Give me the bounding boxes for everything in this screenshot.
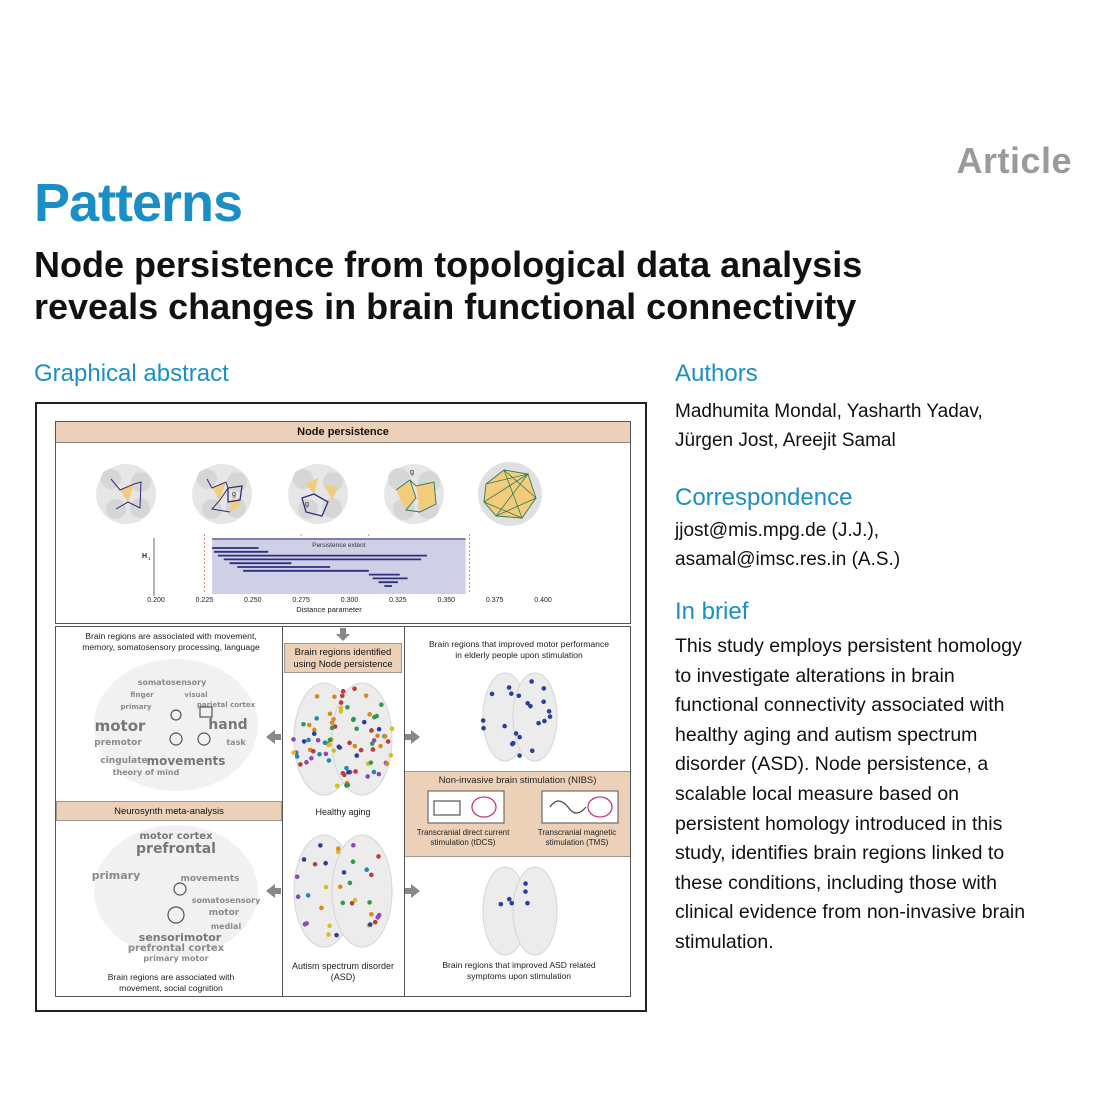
region-dot bbox=[301, 722, 306, 727]
word: motor bbox=[94, 717, 146, 735]
region-dot bbox=[362, 720, 367, 725]
word: motor bbox=[208, 908, 240, 918]
region-dot bbox=[375, 733, 380, 738]
region-dot bbox=[365, 774, 370, 779]
region-dot bbox=[507, 685, 512, 690]
region-dot bbox=[371, 747, 376, 752]
region-dot bbox=[507, 897, 512, 902]
x-tick-label: 0.300 bbox=[340, 597, 359, 604]
region-dot bbox=[378, 744, 383, 749]
region-dot bbox=[389, 753, 394, 758]
region-dot bbox=[390, 726, 395, 731]
x-tick-label: 0.200 bbox=[147, 597, 165, 604]
region-dot bbox=[547, 709, 552, 714]
g1-label: g bbox=[232, 491, 236, 498]
region-dot bbox=[315, 694, 320, 699]
region-dot bbox=[530, 748, 535, 753]
region-dot bbox=[509, 691, 514, 696]
region-dot bbox=[327, 742, 332, 747]
word: somatosensory bbox=[137, 678, 207, 687]
region-dot bbox=[379, 702, 384, 707]
region-dot bbox=[351, 859, 356, 864]
brief-line: clinical evidence from non-invasive brain bbox=[675, 901, 1026, 924]
region-dot bbox=[295, 874, 300, 879]
region-dot bbox=[312, 731, 317, 736]
x-tick-label: 0.400 bbox=[534, 597, 552, 604]
label-line: stimulation (tDCS) bbox=[430, 838, 496, 847]
region-dot bbox=[369, 760, 374, 765]
region-dot bbox=[298, 762, 303, 767]
region-dot bbox=[314, 716, 319, 721]
region-dot bbox=[346, 783, 351, 788]
authors-heading: Authors bbox=[675, 360, 758, 387]
region-dot bbox=[346, 770, 351, 775]
region-dot bbox=[323, 861, 328, 866]
word: primary bbox=[91, 869, 141, 882]
region-dot bbox=[528, 704, 533, 709]
region-dot bbox=[523, 889, 528, 894]
caption-line: Brain regions are associated with movement, bbox=[85, 631, 257, 641]
word: sensorimotor bbox=[138, 931, 222, 944]
region-dot bbox=[364, 867, 369, 872]
region-dot bbox=[323, 740, 328, 745]
region-dot bbox=[372, 738, 377, 743]
region-dot bbox=[304, 760, 309, 765]
region-dot bbox=[327, 758, 332, 763]
region-dot bbox=[374, 714, 379, 719]
region-dot bbox=[367, 900, 372, 905]
word: movements bbox=[180, 874, 240, 884]
label-line: (ASD) bbox=[330, 971, 356, 982]
label-line: stimulation (TMS) bbox=[545, 838, 609, 847]
brief-line: persistent homology introduced in this bbox=[675, 812, 1003, 835]
region-dot bbox=[351, 717, 356, 722]
region-dot bbox=[517, 753, 522, 758]
asd-improved-caption bbox=[408, 960, 630, 981]
region-dot bbox=[383, 734, 388, 739]
region-dot bbox=[328, 738, 333, 743]
region-dot bbox=[302, 739, 307, 744]
correspondence-heading: Correspondence bbox=[675, 484, 853, 511]
filtration-graph-1 bbox=[96, 464, 156, 524]
region-dot bbox=[339, 700, 344, 705]
region-dot bbox=[332, 748, 337, 753]
caption-line: movement, social cognition bbox=[119, 982, 223, 993]
region-dot bbox=[353, 769, 358, 774]
article-title bbox=[34, 244, 1064, 328]
region-dot bbox=[324, 885, 329, 890]
brain-motor-stimulation bbox=[471, 667, 571, 767]
region-dot bbox=[340, 901, 345, 906]
tms-icon bbox=[540, 789, 620, 825]
region-dot bbox=[296, 894, 301, 899]
region-dot bbox=[354, 753, 359, 758]
region-dot bbox=[306, 738, 311, 743]
region-dot bbox=[499, 902, 504, 907]
brain-healthy-aging bbox=[284, 675, 402, 805]
email-jjost[interactable]: jjost@mis.mpg.de (J.J.), bbox=[675, 520, 880, 541]
asd-label bbox=[284, 961, 402, 982]
region-dot bbox=[548, 714, 553, 719]
region-dot bbox=[303, 922, 308, 927]
word: visual bbox=[184, 691, 208, 699]
region-dot bbox=[364, 693, 369, 698]
tdcs-icon bbox=[426, 789, 506, 825]
brief-line: study, identifies brain regions linked to bbox=[675, 842, 1005, 865]
region-dot bbox=[523, 881, 528, 886]
word: cingulate bbox=[100, 756, 148, 766]
in-brief-heading: In brief bbox=[675, 598, 749, 625]
g3-label: g bbox=[410, 469, 414, 476]
region-dot bbox=[514, 731, 519, 736]
region-dot bbox=[351, 843, 356, 848]
region-dot bbox=[354, 726, 359, 731]
region-dot bbox=[376, 854, 381, 859]
region-dot bbox=[353, 898, 358, 903]
caption-line: memory, somatosensory processing, language bbox=[82, 641, 260, 652]
brief-line: stimulation. bbox=[675, 930, 774, 953]
x-tick-label: 0.275 bbox=[292, 597, 310, 604]
email-asamal[interactable]: asamal@imsc.res.in (A.S.) bbox=[675, 549, 901, 570]
h1-label: H bbox=[142, 553, 148, 560]
caption-line: in elderly people upon stimulation bbox=[455, 649, 583, 660]
region-dot bbox=[481, 726, 486, 731]
region-dot bbox=[291, 750, 296, 755]
correspondence-emails bbox=[675, 516, 1075, 574]
region-dot bbox=[341, 771, 346, 776]
region-dot bbox=[319, 906, 324, 911]
region-dot bbox=[542, 719, 547, 724]
label-line: Autism spectrum disorder bbox=[291, 961, 395, 971]
persistence-barcode bbox=[56, 532, 632, 622]
column-divider bbox=[282, 627, 283, 996]
label-line: Transcranial magnetic bbox=[537, 828, 617, 837]
left-arrow-icon bbox=[266, 729, 282, 745]
word-cloud-top bbox=[76, 657, 276, 797]
h1-subscript: 1 bbox=[148, 556, 151, 561]
tdcs-label bbox=[408, 828, 518, 848]
x-tick-label: 0.375 bbox=[485, 597, 504, 604]
brain-asd-stimulation bbox=[471, 861, 571, 961]
filtration-graph-2 bbox=[192, 464, 252, 524]
region-dot bbox=[348, 881, 353, 886]
brief-line: these conditions, including those with bbox=[675, 871, 997, 894]
right-arrow-icon bbox=[404, 729, 420, 745]
region-dot bbox=[335, 784, 340, 789]
word: task bbox=[226, 738, 246, 747]
brief-line: This study employs persistent homology bbox=[675, 635, 1022, 657]
x-tick-label: 0.350 bbox=[437, 597, 456, 604]
authors-line-1[interactable]: Madhumita Mondal, Yasharth Yadav, bbox=[675, 401, 983, 422]
region-dot bbox=[367, 712, 372, 717]
region-dot bbox=[385, 762, 390, 767]
region-dot bbox=[311, 749, 316, 754]
region-dot bbox=[345, 705, 350, 710]
caption-line: Brain regions that improved ASD related bbox=[442, 960, 596, 970]
region-dot bbox=[328, 711, 333, 716]
x-tick-label: 0.225 bbox=[195, 597, 214, 604]
region-dot bbox=[338, 884, 343, 889]
brief-line: scalable local measure based on bbox=[675, 782, 960, 805]
word: finger bbox=[130, 691, 154, 699]
lower-panel bbox=[55, 626, 631, 997]
region-dot bbox=[502, 724, 507, 729]
region-dot bbox=[352, 686, 357, 691]
authors-line-2[interactable]: Jürgen Jost, Areejit Samal bbox=[675, 430, 896, 451]
word: hand bbox=[208, 717, 248, 733]
region-dot bbox=[481, 718, 486, 723]
filtration-graph-3 bbox=[288, 464, 348, 524]
neurosynth-header: Neurosynth meta-analysis bbox=[56, 801, 282, 821]
node-persistence-header: Node persistence bbox=[56, 422, 630, 443]
word: premotor bbox=[94, 738, 142, 748]
x-tick-label: 0.325 bbox=[389, 597, 407, 604]
journal-name[interactable]: Patterns bbox=[34, 173, 243, 233]
region-dot bbox=[352, 744, 357, 749]
region-dot bbox=[295, 754, 300, 759]
caption-line: Brain regions that improved motor performance bbox=[428, 639, 610, 649]
word: prefrontal cortex bbox=[127, 943, 225, 954]
region-dot bbox=[306, 893, 311, 898]
region-dot bbox=[386, 739, 391, 744]
region-dot bbox=[541, 699, 546, 704]
region-dot bbox=[344, 766, 349, 771]
graphical-abstract-figure bbox=[35, 402, 647, 1012]
healthy-aging-label: Healthy aging bbox=[315, 807, 371, 817]
graphical-abstract-heading: Graphical abstract bbox=[34, 360, 229, 387]
word: prefrontal bbox=[136, 841, 216, 857]
filtration-graph-5 bbox=[478, 462, 542, 526]
region-dot bbox=[291, 737, 296, 742]
caption-line: symptoms upon stimulation bbox=[466, 970, 572, 981]
region-dot bbox=[372, 770, 377, 775]
region-dot bbox=[529, 679, 534, 684]
region-dot bbox=[336, 846, 341, 851]
title-line-2: reveals changes in brain functional connectivity bbox=[34, 286, 857, 327]
region-dot bbox=[369, 728, 374, 733]
label-line: Transcranial direct current bbox=[416, 828, 510, 837]
region-dot bbox=[377, 913, 382, 918]
region-dot bbox=[302, 857, 307, 862]
region-dot bbox=[542, 686, 547, 691]
region-dot bbox=[377, 772, 382, 777]
region-dot bbox=[342, 870, 347, 875]
motor-performance-caption bbox=[408, 639, 630, 660]
region-dot bbox=[369, 873, 374, 878]
header-line: Brain regions identified bbox=[294, 647, 392, 658]
region-dot bbox=[316, 738, 321, 743]
caption-line: Brain regions are associated with bbox=[107, 972, 235, 982]
region-dot bbox=[307, 723, 312, 728]
region-dot bbox=[517, 693, 522, 698]
filtration-graph-4 bbox=[384, 464, 444, 524]
brief-line: disorder (ASD). Node persistence, a bbox=[675, 753, 989, 776]
word: parietal cortex bbox=[196, 701, 256, 709]
brain-asd bbox=[284, 827, 402, 957]
title-line-1: Node persistence from topological data analysis bbox=[34, 244, 863, 285]
region-dot bbox=[368, 922, 373, 927]
nibs-header: Non-invasive brain stimulation (NIBS) bbox=[438, 775, 597, 786]
region-dot bbox=[326, 932, 331, 937]
region-dot bbox=[318, 843, 323, 848]
region-dot bbox=[511, 741, 516, 746]
brain-assoc-bottom-caption bbox=[66, 972, 276, 993]
region-dot bbox=[373, 920, 378, 925]
persistence-extent-label: Persistence extent bbox=[312, 542, 366, 549]
region-dot bbox=[309, 756, 314, 761]
region-dot bbox=[330, 726, 335, 731]
word: motor cortex bbox=[139, 831, 213, 842]
region-dot bbox=[341, 689, 346, 694]
region-dot bbox=[317, 752, 322, 757]
brief-line: functional connectivity associated with bbox=[675, 694, 1005, 717]
region-dot bbox=[337, 745, 342, 750]
word: primary motor bbox=[143, 954, 209, 963]
in-brief-text bbox=[675, 632, 1080, 958]
identified-regions-header bbox=[284, 643, 402, 673]
article-label: Article bbox=[956, 140, 1072, 181]
brief-line: healthy aging and autism spectrum bbox=[675, 723, 978, 746]
node-persistence-panel bbox=[55, 421, 631, 624]
g2-label: g bbox=[305, 501, 309, 508]
region-dot bbox=[334, 933, 339, 938]
region-dot bbox=[536, 721, 541, 726]
filtration-graphs bbox=[56, 444, 632, 534]
word: movements bbox=[146, 754, 226, 768]
authors-list bbox=[675, 397, 1075, 455]
brief-line: to investigate alterations in brain bbox=[675, 664, 955, 687]
region-dot bbox=[359, 748, 364, 753]
region-dot bbox=[331, 717, 336, 722]
word: medial bbox=[210, 922, 242, 931]
region-dot bbox=[490, 692, 495, 697]
word: theory of mind bbox=[112, 768, 180, 777]
region-dot bbox=[377, 727, 382, 732]
word: somatosensory bbox=[191, 896, 261, 905]
region-dot bbox=[347, 741, 352, 746]
region-dot bbox=[369, 912, 374, 917]
region-dot bbox=[313, 862, 318, 867]
region-dot bbox=[509, 901, 514, 906]
region-dot bbox=[332, 694, 337, 699]
region-dot bbox=[340, 693, 345, 698]
region-dot bbox=[339, 705, 344, 710]
region-dot bbox=[327, 924, 332, 929]
region-dot bbox=[517, 735, 522, 740]
x-tick-label: 0.250 bbox=[243, 597, 262, 604]
right-arrow-icon bbox=[404, 883, 420, 899]
header-line: using Node persistence bbox=[293, 659, 393, 670]
brain-assoc-top-caption bbox=[66, 631, 276, 652]
word: primary bbox=[120, 703, 152, 711]
region-dot bbox=[324, 752, 329, 757]
region-dot bbox=[525, 901, 530, 906]
word-cloud-bottom bbox=[76, 823, 276, 963]
tms-label bbox=[522, 828, 632, 848]
x-axis-label: Distance parameter bbox=[296, 605, 362, 614]
down-arrow-icon bbox=[333, 628, 353, 642]
